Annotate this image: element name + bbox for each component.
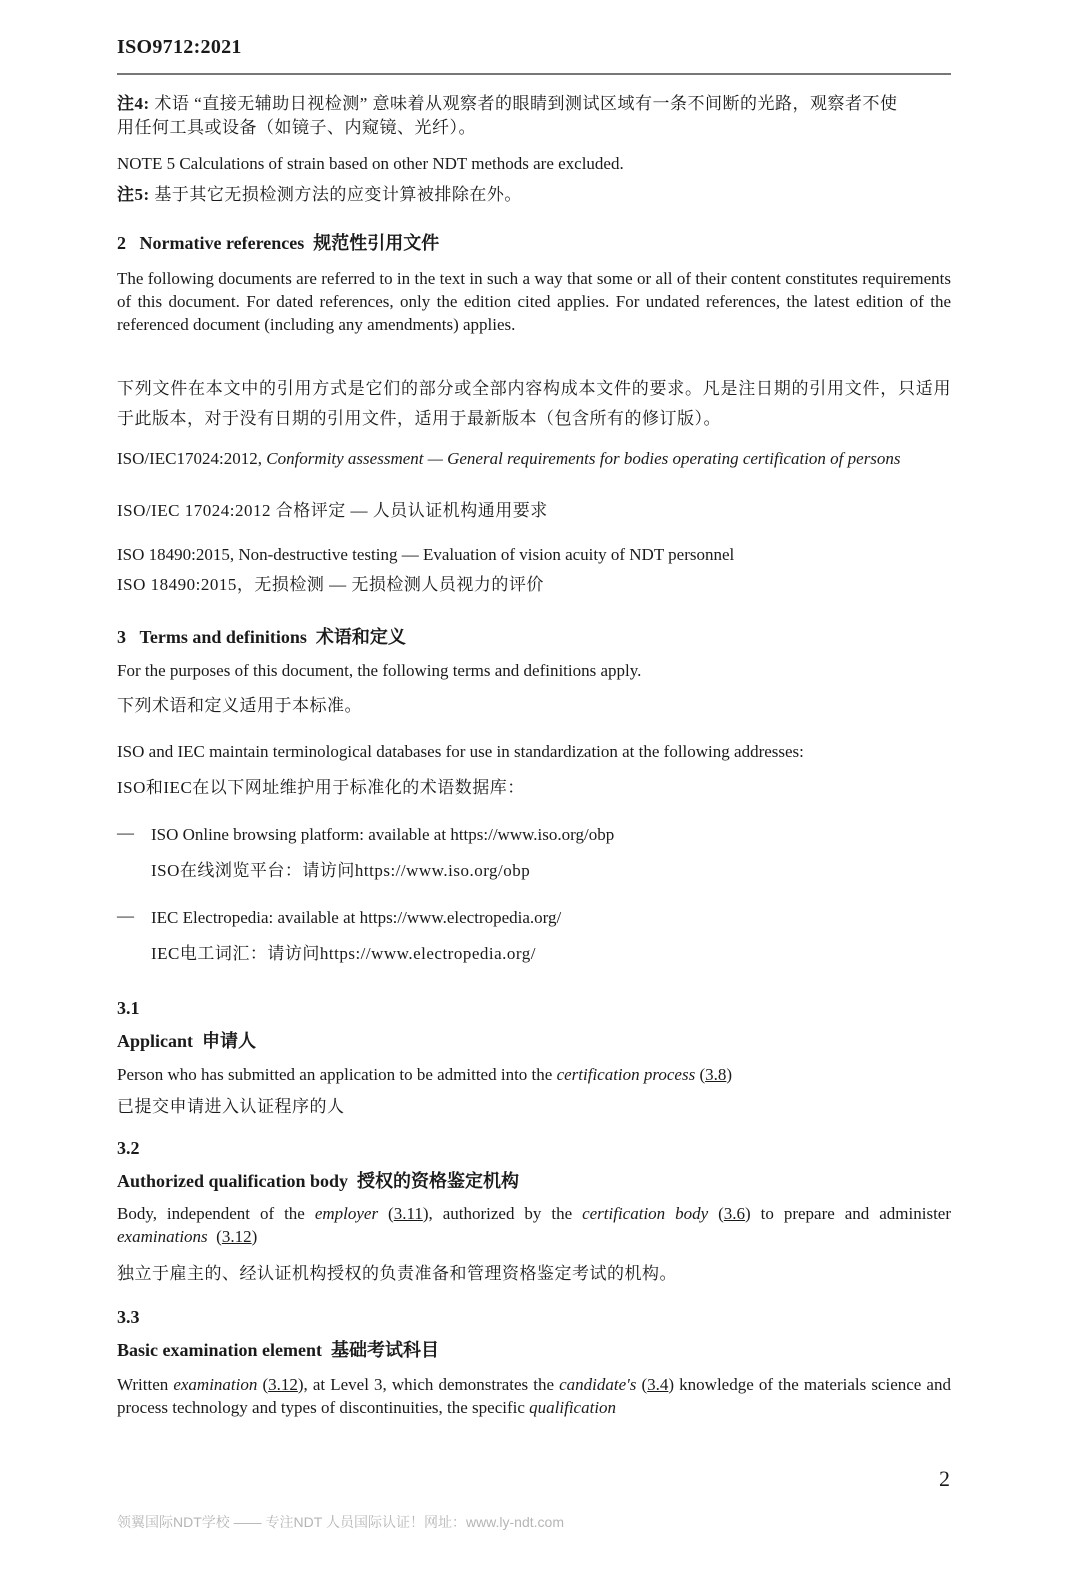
term-3-1-def-italic: certification process — [556, 1065, 696, 1084]
footer-watermark: 领翼国际NDT学校 —— 专注NDT 人员国际认证！网址：www.ly-ndt.com — [117, 1514, 564, 1530]
section2-title-en: Normative references — [139, 233, 305, 253]
reference-1-title: Conformity assessment — General requirements for bodies operating certification of persons — [266, 449, 901, 468]
term-3-3-italic-1: examination — [173, 1375, 258, 1394]
reference-1-code: ISO/IEC17024:2012, — [117, 449, 267, 468]
term-3-3-definition: Written examination (3.12), at Level 3, which demonstrates the candidate's (3.4) knowledge of the materials science and process technology and types of discontinuities, the specific qualification — [117, 1375, 951, 1417]
term-3-1-def-text: Person who has submitted an application to be admitted into the — [117, 1065, 557, 1084]
term-3-1-definition: Person who has submitted an application to be admitted into the certification process (3.8) — [117, 1065, 733, 1084]
ref-3-12-link[interactable]: 3.12 — [221, 1227, 252, 1246]
section2-title-cn: 规范性引用文件 — [313, 233, 440, 253]
iso-obp-link-cn[interactable]: ISO在线浏览平台：请访问https://www.iso.org/obp — [151, 861, 531, 880]
header-rule — [117, 73, 951, 75]
term-3-2-italic-2: certification body — [582, 1204, 709, 1223]
term-databases-en: ISO and IEC maintain terminological databases for use in standardization at the following addresses: — [117, 742, 804, 761]
ref-3-4-link[interactable]: 3.4 — [647, 1375, 669, 1394]
term-3-3-italic-3: qualification — [529, 1398, 617, 1417]
section3-title-en: Terms and definitions — [139, 627, 307, 647]
term-3-2-italic-3: examinations — [117, 1227, 208, 1246]
bullet-dash-1: — — [117, 823, 134, 842]
reference-1-en — [117, 447, 951, 470]
section2-number: 2 — [117, 233, 126, 253]
term-3-3-cn: 基础考试科目 — [330, 1340, 439, 1360]
term-3-1-definition-cn: 已提交申请进入认证程序的人 — [117, 1097, 345, 1116]
note5-label: 注5: — [117, 185, 150, 204]
term-3-2-en: Authorized qualification body — [117, 1171, 349, 1191]
note4-label: 注4: — [117, 94, 150, 113]
reference-1-cn: ISO/IEC 17024:2012 合格评定 — 人员认证机构通用要求 — [117, 501, 548, 520]
term-3-2-text-1: Body, independent of the — [117, 1204, 315, 1223]
electropedia-link[interactable]: IEC Electropedia: available at https://www.electropedia.org/ — [151, 908, 562, 927]
section3-paragraph-en: For the purposes of this document, the following terms and definitions apply. — [117, 661, 642, 680]
ref-3-12-link-b[interactable]: 3.12 — [268, 1375, 298, 1394]
term-3-2-cn: 授权的资格鉴定机构 — [357, 1171, 520, 1191]
note4-line1 — [117, 92, 951, 115]
note5-cn — [117, 183, 951, 206]
term-3-2-number: 3.2 — [117, 1138, 140, 1158]
term-databases-cn: ISO和IEC在以下网址维护用于标准化的术语数据库： — [117, 778, 525, 797]
section3-paragraph-cn: 下列术语和定义适用于本标准。 — [117, 696, 362, 715]
section3-heading — [117, 626, 951, 649]
section2-paragraph-cn: 下列文件在本文中的引用方式是它们的部分或全部内容构成本文件的要求。凡是注日期的引用文件，只适用于此版本，对于没有日期的引用文件，适用于最新版本（包含所有的修订版）。 — [117, 379, 951, 428]
term-3-2-heading — [117, 1170, 951, 1193]
iso-obp-link[interactable]: ISO Online browsing platform: available at https://www.iso.org/obp — [151, 825, 615, 844]
term-3-3-heading — [117, 1339, 951, 1362]
electropedia-link-cn[interactable]: IEC电工词汇：请访问https://www.electropedia.org/ — [151, 944, 536, 963]
term-3-3-italic-2: candidate's — [559, 1375, 637, 1394]
ref-3-6-link[interactable]: 3.6 — [723, 1204, 746, 1223]
section2-heading — [117, 232, 951, 255]
page-number: 2 — [939, 1466, 950, 1491]
reference-2-en: ISO 18490:2015, Non-destructive testing — Evaluation of vision acuity of NDT personnel — [117, 545, 735, 564]
note5-en: NOTE 5 Calculations of strain based on other NDT methods are excluded. — [117, 154, 624, 173]
term-3-2-text-2: , authorized by the — [428, 1204, 583, 1223]
term-3-2-definition-cn: 独立于雇主的、经认证机构授权的负责准备和管理资格鉴定考试的机构。 — [117, 1264, 677, 1283]
note5-text: 基于其它无损检测方法的应变计算被排除在外。 — [149, 185, 522, 204]
note4-line2: 用任何工具或设备（如镜子、内窥镜、光纤）。 — [117, 118, 476, 137]
section3-number: 3 — [117, 627, 126, 647]
document-header: ISO9712:2021 — [117, 36, 242, 58]
term-3-2-italic-1: employer — [314, 1204, 379, 1223]
term-3-3-text-1: Written — [117, 1375, 174, 1394]
reference-2-cn: ISO 18490:2015，无损检测 — 无损检测人员视力的评价 — [117, 575, 544, 594]
term-3-1-heading — [117, 1030, 951, 1053]
term-3-1-number: 3.1 — [117, 998, 140, 1018]
term-3-3-text-3: knowledge of the materials science and process technology and types of discontinuities, the specific — [117, 1375, 951, 1417]
bullet-dash-2: — — [117, 906, 134, 925]
term-3-3-en: Basic examination element — [117, 1340, 322, 1360]
section3-title-cn: 术语和定义 — [315, 627, 406, 647]
ref-3-11-link[interactable]: 3.11 — [393, 1204, 423, 1223]
note4-text1: 术语 “直接无辅助日视检测” 意味着从观察者的眼睛到测试区域有一条不间断的光路，观察者不使 — [149, 94, 898, 113]
term-3-2-text-3: to prepare and administer — [750, 1204, 952, 1223]
term-3-2-definition: Body, independent of the employer (3.11), authorized by the certification body (3.6) to prepare and administer examinations (3.12) — [117, 1204, 952, 1246]
ref-3-8-link[interactable]: 3.8 — [705, 1065, 727, 1084]
term-3-1-cn: 申请人 — [202, 1031, 257, 1051]
term-3-3-text-2: , at Level 3, which demonstrates the — [303, 1375, 560, 1394]
term-3-3-number: 3.3 — [117, 1307, 140, 1327]
section2-paragraph-en: The following documents are referred to in the text in such a way that some or all of their content constitutes requirements of this document. For dated references, only the edition cited applies. For undated references, the latest edition of the referenced document (including any amendments) applies. — [117, 269, 951, 334]
term-3-1-en: Applicant — [117, 1031, 194, 1051]
